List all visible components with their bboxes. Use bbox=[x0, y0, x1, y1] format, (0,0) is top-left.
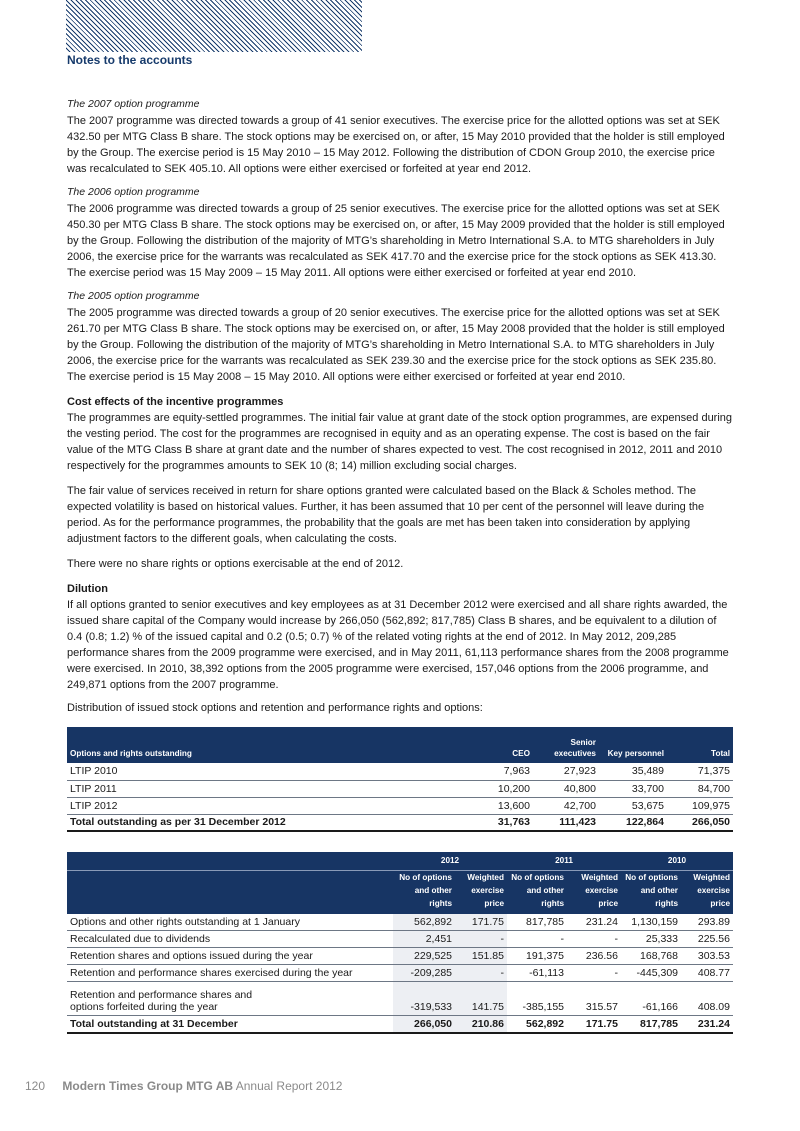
cost-effects-para-1: The programmes are equity-settled programmes. The initial fair value at grant date of the stock option programmes, are expensed during the vesting period. The cost for the programmes are recognised in equity and as an operating expense. The cost is based on the fair value of the MTG Class B share at grant date and the number of shares expected to vest. The cost recognised in 2012, 2011 and 2010 respectively for the programmes amounts to SEK 10 (8; 14) million excluding social charges. bbox=[67, 412, 733, 472]
table-row bbox=[67, 931, 733, 948]
cell-value: 27,923 bbox=[533, 763, 599, 780]
programme-2005-text: The 2005 programme was directed towards a group of 20 senior executives. The exercise price for the allotted options was set at SEK 261.70 per MTG Class B share. The stock options may be exercised on, or after, 15 May 2008 provided that the holder is still employed by the Group. Following the distribution of the majority of MTG’s shareholding in Metro International S.A. to MTG shareholders in July 2006, the exercise price for the warrants was recalculated as SEK 239.30 and the exercise price for the stock options as SEK 235.80. The exercise period is 15 May 2008 – 15 May 2010. All options were either exercised or forfeited at year end 2010. bbox=[67, 307, 725, 383]
cell-value: 71,375 bbox=[667, 763, 733, 780]
cell-value: 42,700 bbox=[533, 797, 599, 814]
programme-2007-text: The 2007 programme was directed towards a group of 41 senior executives. The exercise price for the allotted options was set at SEK 432.50 per MTG Class B share. The stock options may be exercised on, or after, 15 May 2010 provided that the holder is still employed by the Group. The exercise period is 15 May 2010 – 15 May 2012. Following the distribution of CDON Group 2010, the exercise price was recalculated to SEK 405.10. All options were either exercised or forfeited at year end 2012. bbox=[67, 115, 725, 175]
cell-value: 40,800 bbox=[533, 780, 599, 797]
cell-value: 229,525 bbox=[393, 948, 455, 965]
table-row bbox=[67, 914, 733, 931]
row-label: Recalculated due to dividends bbox=[67, 931, 393, 948]
row-label bbox=[67, 982, 393, 1016]
cell-value: 141.75 bbox=[455, 982, 507, 1016]
cost-effects-para-3: There were no share rights or options exercisable at the end of 2012. bbox=[67, 558, 404, 570]
cell-value: 35,489 bbox=[599, 763, 667, 780]
cell-value: 2,451 bbox=[393, 931, 455, 948]
table-total-row bbox=[67, 1016, 733, 1033]
dilution-heading: Dilution bbox=[67, 583, 108, 595]
cell-value: 225.56 bbox=[681, 931, 733, 948]
programme-2007-title: The 2007 option programme bbox=[67, 98, 200, 110]
col-header-ceo: CEO bbox=[467, 727, 533, 763]
cell-value: 171.75 bbox=[455, 914, 507, 931]
cell-value: 168,768 bbox=[621, 948, 681, 965]
cell-value: 266,050 bbox=[393, 1016, 455, 1033]
options-movement-table bbox=[67, 852, 733, 1034]
year-header-2010: 2010 bbox=[621, 852, 733, 870]
cell-value: 231.24 bbox=[681, 1016, 733, 1033]
row-label-line-2: options forfeited during the year bbox=[70, 1001, 218, 1013]
cell-value: 171.75 bbox=[567, 1016, 621, 1033]
cell-value: - bbox=[455, 965, 507, 982]
cell-value: 151.85 bbox=[455, 948, 507, 965]
cost-effects-para-2: The fair value of services received in return for share options granted were calculated based on the Black & Scholes method. The expected volatility is based on historical values. Further, it has been assumed that 10 per cent of the personnel will leave during the period. As for the performance programmes, the probability that the goals are met has been taken into consideration by applying adjustment factors to the different goals, when calculating the costs. bbox=[67, 485, 705, 545]
page-number: 120 bbox=[25, 1079, 46, 1093]
cell-value: 210.86 bbox=[455, 1016, 507, 1033]
cell-value: 111,423 bbox=[533, 814, 599, 831]
cell-value: 236.56 bbox=[567, 948, 621, 965]
cell-value: 817,785 bbox=[621, 1016, 681, 1033]
row-label: LTIP 2011 bbox=[67, 780, 467, 797]
cell-value: 266,050 bbox=[667, 814, 733, 831]
cell-value: -319,533 bbox=[393, 982, 455, 1016]
cell-value: 33,700 bbox=[599, 780, 667, 797]
table-header-row bbox=[67, 727, 733, 763]
page-footer bbox=[25, 1079, 342, 1093]
cell-value: 13,600 bbox=[467, 797, 533, 814]
cell-value: - bbox=[567, 931, 621, 948]
cell-value: -445,309 bbox=[621, 965, 681, 982]
year-header-2011: 2011 bbox=[507, 852, 621, 870]
cell-value: -385,155 bbox=[507, 982, 567, 1016]
col-header-key: Key personnel bbox=[599, 727, 667, 763]
row-label: LTIP 2010 bbox=[67, 763, 467, 780]
column-header-row bbox=[67, 870, 733, 914]
cell-value: -61,166 bbox=[621, 982, 681, 1016]
cell-value: 562,892 bbox=[393, 914, 455, 931]
cell-value: 10,200 bbox=[467, 780, 533, 797]
cell-value: - bbox=[567, 965, 621, 982]
table-row bbox=[67, 780, 733, 797]
programme-2005-title: The 2005 option programme bbox=[67, 290, 200, 302]
col-header-options: Options and rights outstanding bbox=[67, 727, 467, 763]
table-row bbox=[67, 982, 733, 1016]
cell-value: -209,285 bbox=[393, 965, 455, 982]
cell-value: 122,864 bbox=[599, 814, 667, 831]
cell-value: 817,785 bbox=[507, 914, 567, 931]
cell-value: - bbox=[455, 931, 507, 948]
cell-value: 293.89 bbox=[681, 914, 733, 931]
report-name: Annual Report 2012 bbox=[235, 1079, 343, 1093]
cell-value: 231.24 bbox=[567, 914, 621, 931]
cell-value: 84,700 bbox=[667, 780, 733, 797]
col-header-blank bbox=[67, 870, 393, 914]
programme-2006-title: The 2006 option programme bbox=[67, 186, 200, 198]
section-title: Notes to the accounts bbox=[67, 53, 193, 67]
cell-value: - bbox=[507, 931, 567, 948]
cell-value: 1,130,159 bbox=[621, 914, 681, 931]
cell-value: 53,675 bbox=[599, 797, 667, 814]
dilution-para-2: Distribution of issued stock options and retention and performance rights and options: bbox=[67, 702, 483, 714]
row-label: Total outstanding at 31 December bbox=[67, 1016, 393, 1033]
year-header-row bbox=[67, 852, 733, 870]
cell-value: 25,333 bbox=[621, 931, 681, 948]
cell-value: 408.77 bbox=[681, 965, 733, 982]
year-header-blank bbox=[67, 852, 393, 870]
col-header-weighted-price: Weighted exercise price bbox=[567, 870, 621, 914]
table-total-row bbox=[67, 814, 733, 831]
row-label: Retention shares and options issued during the year bbox=[67, 948, 393, 965]
cell-value: 408.09 bbox=[681, 982, 733, 1016]
col-header-weighted-price: Weighted exercise price bbox=[681, 870, 733, 914]
cell-value: 315.57 bbox=[567, 982, 621, 1016]
row-label-line-1: Retention and performance shares and bbox=[70, 989, 253, 1001]
table-row bbox=[67, 965, 733, 982]
table-row bbox=[67, 763, 733, 780]
col-header-senior: Senior executives bbox=[533, 727, 599, 763]
row-label: Retention and performance shares exercised during the year bbox=[67, 965, 393, 982]
row-label: Options and other rights outstanding at 1 January bbox=[67, 914, 393, 931]
cell-value: 303.53 bbox=[681, 948, 733, 965]
col-header-no-of-options: No of options and other rights bbox=[621, 870, 681, 914]
rights-outstanding-table bbox=[67, 727, 733, 832]
main-content bbox=[67, 98, 733, 1034]
cell-value: 562,892 bbox=[507, 1016, 567, 1033]
cell-value: 7,963 bbox=[467, 763, 533, 780]
programme-2006-text: The 2006 programme was directed towards a group of 25 senior executives. The exercise price for the allotted options was set at SEK 450.30 per MTG Class B share. The stock options may be exercised on, or after, 15 May 2009 provided that the holder is still employed by the Group. Following the distribution of the majority of MTG’s shareholding in Metro International S.A. to MTG shareholders in July 2006, the exercise price for the warrants was recalculated as SEK 417.70 and the exercise price for the stock options as SEK 413.30. The exercise period was 15 May 2009 – 15 May 2011. All options were either exercised or forfeited at year end 2010. bbox=[67, 203, 725, 279]
row-label: LTIP 2012 bbox=[67, 797, 467, 814]
col-header-total: Total bbox=[667, 727, 733, 763]
row-label: Total outstanding as per 31 December 2012 bbox=[67, 814, 467, 831]
dilution-para-1: If all options granted to senior executives and key employees as at 31 December 2012 were exercised and all share rights awarded, the issued share capital of the Company would increase by 266,050 (562,892; 817,785) Class B shares, and be equivalent to a dilution of 0.4 (0.8; 1.2) % of the issued capital and 0.2 (0.5; 0.7) % of the related voting rights at the end of 2012. In May 2012, 209,285 performance shares from the 2009 programme were exercised, and in May 2011, 61,113 performance shares from the 2008 programme were exercised. In 2010, 38,392 options from the 2005 programme were exercised, 157,046 options from the 2006 programme, and 249,871 options from the 2007 programme. bbox=[67, 599, 729, 691]
cell-value: 109,975 bbox=[667, 797, 733, 814]
cell-value: -61,113 bbox=[507, 965, 567, 982]
year-header-2012: 2012 bbox=[393, 852, 507, 870]
col-header-no-of-options: No of options and other rights bbox=[393, 870, 455, 914]
cell-value: 31,763 bbox=[467, 814, 533, 831]
cell-value: 191,375 bbox=[507, 948, 567, 965]
col-header-weighted-price: Weighted exercise price bbox=[455, 870, 507, 914]
col-header-no-of-options: No of options and other rights bbox=[507, 870, 567, 914]
table-row bbox=[67, 948, 733, 965]
table-row bbox=[67, 797, 733, 814]
company-name: Modern Times Group MTG AB bbox=[62, 1079, 234, 1093]
header-hatch-pattern bbox=[66, 0, 362, 52]
cost-effects-heading: Cost effects of the incentive programmes bbox=[67, 396, 284, 408]
